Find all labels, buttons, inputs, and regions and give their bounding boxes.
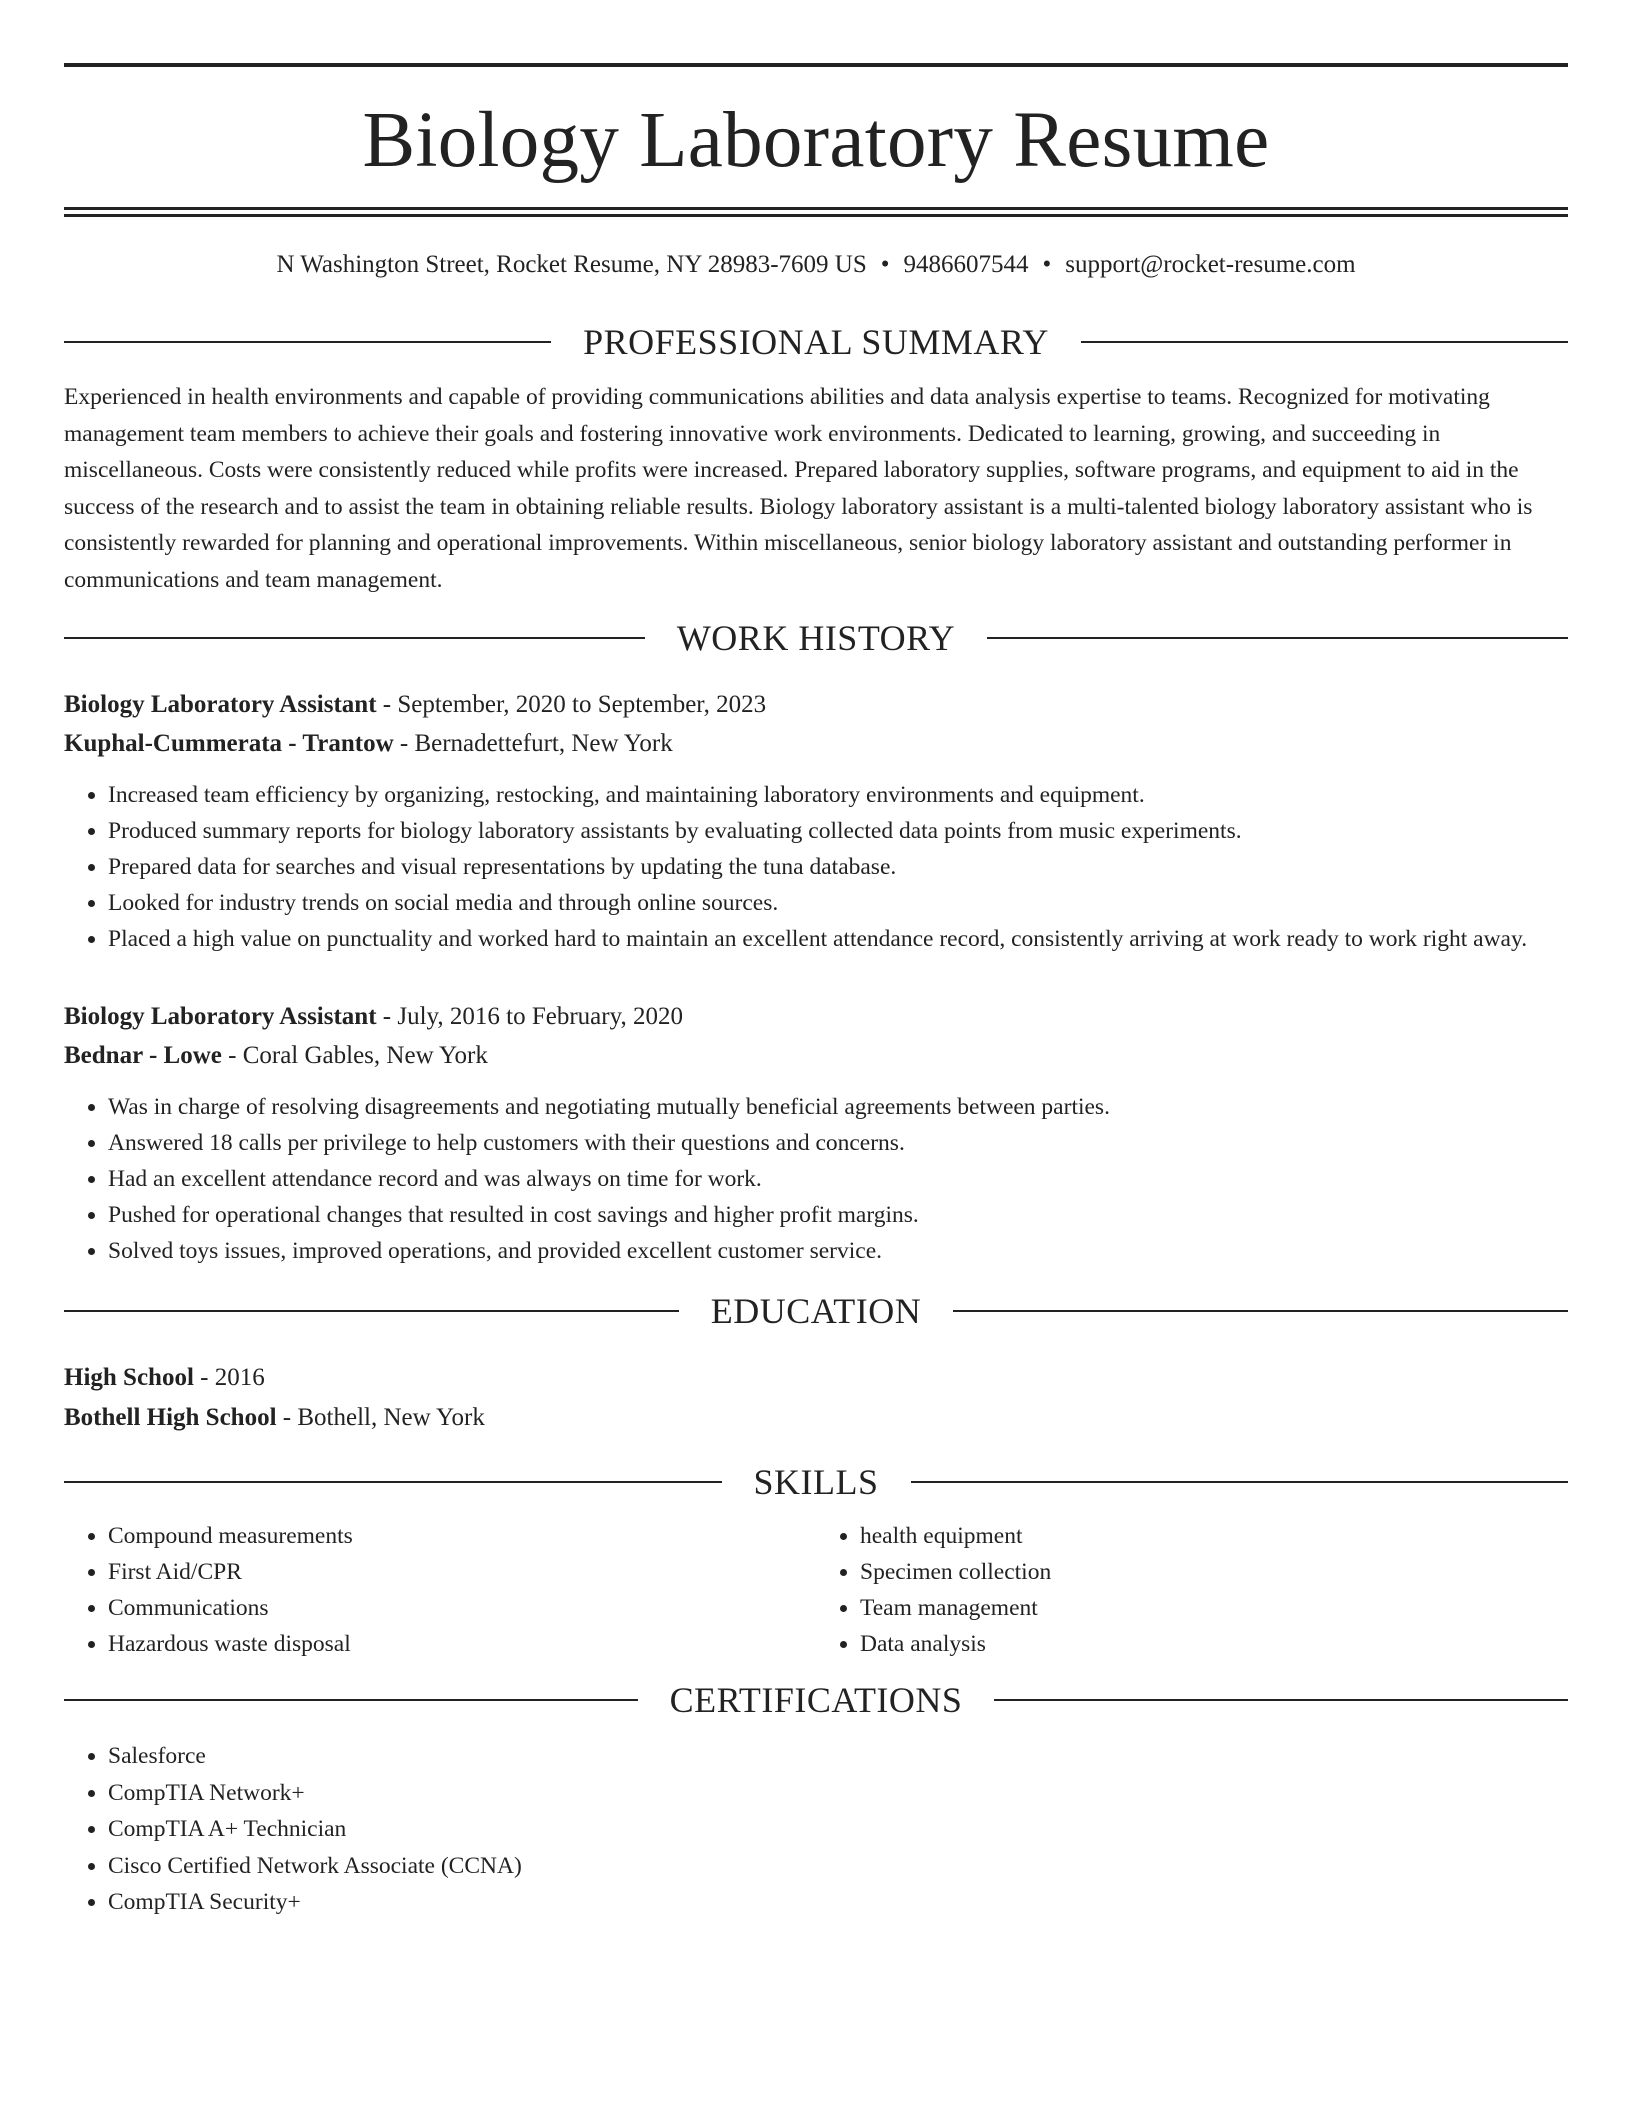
job-company: Kuphal-Cummerata - Trantow bbox=[64, 730, 394, 757]
contact-email[interactable]: support@rocket-resume.com bbox=[1065, 251, 1356, 278]
heading-label: EDUCATION bbox=[710, 1291, 922, 1331]
list-item: • CompTIA Security+ bbox=[108, 1884, 1568, 1921]
list-item: • Was in charge of resolving disagreements and negotiating mutually beneficial agreements between parties. bbox=[108, 1089, 1568, 1125]
list-item: • Produced summary reports for biology laboratory assistants by evaluating collected data points from music experiments. bbox=[108, 813, 1568, 849]
heading-rule bbox=[64, 1310, 679, 1312]
list-item: • First Aid/CPR bbox=[108, 1554, 816, 1590]
education-degree-line bbox=[64, 1358, 1568, 1398]
job-title-line bbox=[64, 685, 1568, 724]
list-item: • Communications bbox=[108, 1590, 816, 1626]
heading-rule bbox=[64, 341, 551, 343]
contact-separator: • bbox=[1042, 251, 1052, 278]
education-school-line bbox=[64, 1398, 1568, 1438]
heading-label: SKILLS bbox=[753, 1462, 879, 1502]
section-heading-summary bbox=[64, 322, 1568, 362]
summary-text: Experienced in health environments and capable of providing communications abilities and data analysis expertise to teams. Recognized for motivating management team members to achieve their goals and fostering innovative work environments. Dedicated to learning, growing, and succeeding in miscellaneous. Costs were consistently reduced while profits were increased. Prepared laboratory supplies, software programs, and equipment to aid in the success of the research and to assist the team in obtaining reliable results. Biology laboratory assistant is a multi-talented biology laboratory assistant who is consistently rewarded for planning and operational improvements. Within miscellaneous, senior biology laboratory assistant and outstanding performer in communications and team management. bbox=[64, 384, 1533, 593]
heading-rule bbox=[953, 1310, 1568, 1312]
heading-rule bbox=[64, 1699, 638, 1701]
list-item: • CompTIA Network+ bbox=[108, 1775, 1568, 1812]
job-bullets bbox=[64, 1089, 1568, 1269]
job-entry bbox=[64, 685, 1568, 957]
list-item: • Increased team efficiency by organizing, restocking, and maintaining laboratory environments and equipment. bbox=[108, 777, 1568, 813]
skills-column-right bbox=[816, 1518, 1568, 1662]
education-location: - Bothell, New York bbox=[276, 1404, 485, 1431]
job-title-line bbox=[64, 997, 1568, 1036]
list-item: • Cisco Certified Network Associate (CCNA) bbox=[108, 1848, 1568, 1885]
list-item: • Pushed for operational changes that resulted in cost savings and higher profit margins. bbox=[108, 1197, 1568, 1233]
contact-address: N Washington Street, Rocket Resume, NY 28983-7609 US bbox=[276, 251, 867, 278]
list-item: • Team management bbox=[860, 1590, 1568, 1626]
top-rule bbox=[64, 63, 1568, 67]
heading-label: WORK HISTORY bbox=[676, 618, 956, 658]
section-heading-work bbox=[64, 618, 1568, 658]
list-item: • CompTIA A+ Technician bbox=[108, 1811, 1568, 1848]
section-heading-education bbox=[64, 1291, 1568, 1331]
contact-line bbox=[64, 250, 1568, 284]
title-double-rule bbox=[64, 207, 1568, 217]
heading-label: CERTIFICATIONS bbox=[669, 1680, 963, 1720]
education-year: - 2016 bbox=[193, 1364, 265, 1391]
list-item: • Salesforce bbox=[108, 1738, 1568, 1775]
job-entry bbox=[64, 997, 1568, 1269]
list-item: • Had an excellent attendance record and was always on time for work. bbox=[108, 1161, 1568, 1197]
contact-phone[interactable]: 9486607544 bbox=[903, 251, 1029, 278]
job-company: Bednar - Lowe bbox=[64, 1042, 222, 1069]
section-heading-skills bbox=[64, 1462, 1568, 1502]
list-item: • Answered 18 calls per privilege to help customers with their questions and concerns. bbox=[108, 1125, 1568, 1161]
education-entry bbox=[64, 1358, 1568, 1438]
education-school: Bothell High School bbox=[64, 1404, 277, 1431]
list-item: • Placed a high value on punctuality and worked hard to maintain an excellent attendance record, consistently arriving at work ready to work right away. bbox=[108, 921, 1568, 957]
list-item: • Solved toys issues, improved operations, and provided excellent customer service. bbox=[108, 1233, 1568, 1269]
heading-rule bbox=[64, 1481, 722, 1483]
heading-rule bbox=[911, 1481, 1569, 1483]
heading-rule bbox=[994, 1699, 1568, 1701]
job-dates: - July, 2016 to February, 2020 bbox=[376, 1003, 683, 1030]
heading-rule bbox=[987, 637, 1568, 639]
heading-rule bbox=[64, 637, 645, 639]
skills-column-left bbox=[64, 1518, 816, 1662]
heading-label: PROFESSIONAL SUMMARY bbox=[583, 322, 1049, 362]
job-location: - Coral Gables, New York bbox=[221, 1042, 488, 1069]
list-item: • Compound measurements bbox=[108, 1518, 816, 1554]
job-dates: - September, 2020 to September, 2023 bbox=[376, 691, 767, 718]
heading-rule bbox=[1081, 341, 1568, 343]
job-title: Biology Laboratory Assistant bbox=[64, 691, 377, 718]
list-item: • Specimen collection bbox=[860, 1554, 1568, 1590]
education-degree: High School bbox=[64, 1364, 194, 1391]
resume-title: Biology Laboratory Resume bbox=[362, 97, 1270, 184]
job-company-line bbox=[64, 724, 1568, 763]
job-bullets bbox=[64, 777, 1568, 957]
list-item: • Data analysis bbox=[860, 1626, 1568, 1662]
job-company-line bbox=[64, 1036, 1568, 1075]
skills-list bbox=[64, 1518, 1568, 1662]
list-item: • Looked for industry trends on social media and through online sources. bbox=[108, 885, 1568, 921]
list-item: • Hazardous waste disposal bbox=[108, 1626, 816, 1662]
list-item: • Prepared data for searches and visual representations by updating the tuna database. bbox=[108, 849, 1568, 885]
section-heading-certifications bbox=[64, 1680, 1568, 1720]
certifications-list bbox=[64, 1738, 1568, 1921]
contact-separator: • bbox=[880, 251, 890, 278]
job-location: - Bernadettefurt, New York bbox=[393, 730, 673, 757]
job-title: Biology Laboratory Assistant bbox=[64, 1003, 377, 1030]
list-item: • health equipment bbox=[860, 1518, 1568, 1554]
